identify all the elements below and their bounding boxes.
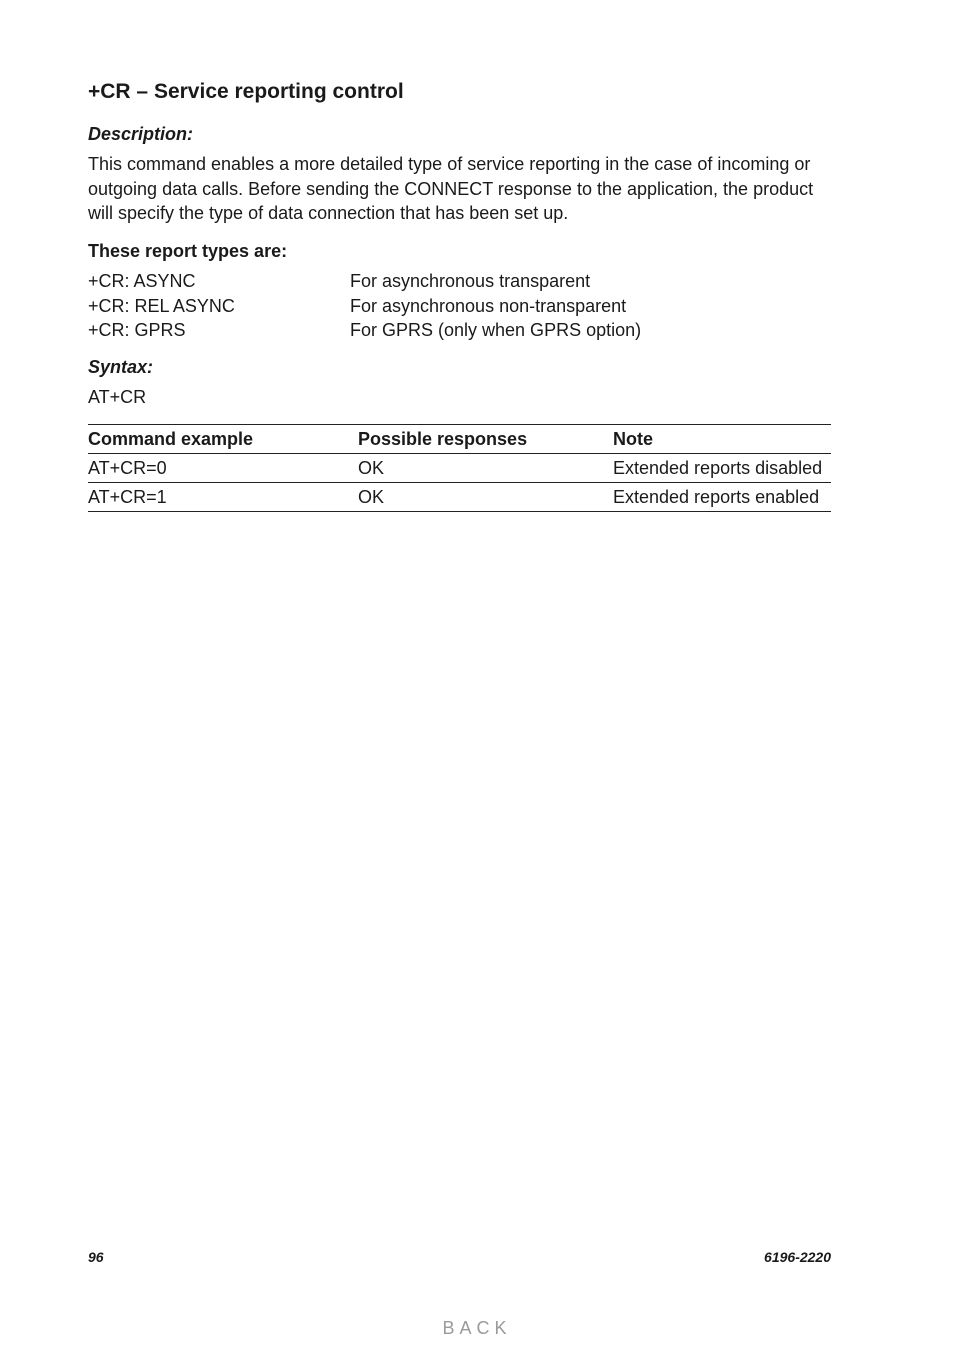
report-types-label: These report types are:: [88, 241, 288, 261]
table-cell: AT+CR=1: [88, 487, 167, 507]
description-label: Description:: [88, 124, 194, 144]
page-number: 96: [88, 1249, 104, 1265]
column-header: Note: [613, 429, 653, 449]
report-type-row: [88, 318, 831, 343]
table-cell: AT+CR=0: [88, 458, 167, 478]
syntax-text: AT+CR: [88, 387, 147, 407]
report-types-list: [88, 269, 831, 343]
table-cell: OK: [358, 458, 385, 478]
report-type-desc: For asynchronous non-transparent: [350, 295, 627, 316]
report-type-code: +CR: ASYNC: [88, 271, 196, 291]
report-type-code: +CR: REL ASYNC: [88, 295, 235, 316]
table-row: [88, 483, 831, 512]
table-cell: Extended reports enabled: [613, 487, 820, 507]
report-type-desc: For asynchronous transparent: [350, 271, 591, 291]
description-text: This command enables a more detailed type of service reporting in the case of incoming or outgoing data calls. Before sending the CONNECT response to the application, the product will specify the type of data connection that has been set up.: [88, 154, 814, 223]
report-type-row: [88, 294, 831, 319]
column-header: Command example: [88, 429, 254, 449]
table-cell: Extended reports disabled: [613, 458, 823, 478]
command-table: [88, 424, 831, 512]
section-title: +CR – Service reporting control: [88, 80, 404, 103]
table-row: [88, 454, 831, 483]
document-number: 6196-2220: [764, 1249, 831, 1265]
table-header-row: [88, 425, 831, 454]
table-cell: OK: [358, 487, 385, 507]
syntax-label: Syntax:: [88, 357, 154, 377]
report-type-row: [88, 269, 831, 294]
back-link[interactable]: BACK: [442, 1318, 512, 1338]
column-header: Possible responses: [358, 429, 528, 449]
report-type-desc: For GPRS (only when GPRS option): [350, 320, 642, 340]
report-type-code: +CR: GPRS: [88, 320, 186, 340]
